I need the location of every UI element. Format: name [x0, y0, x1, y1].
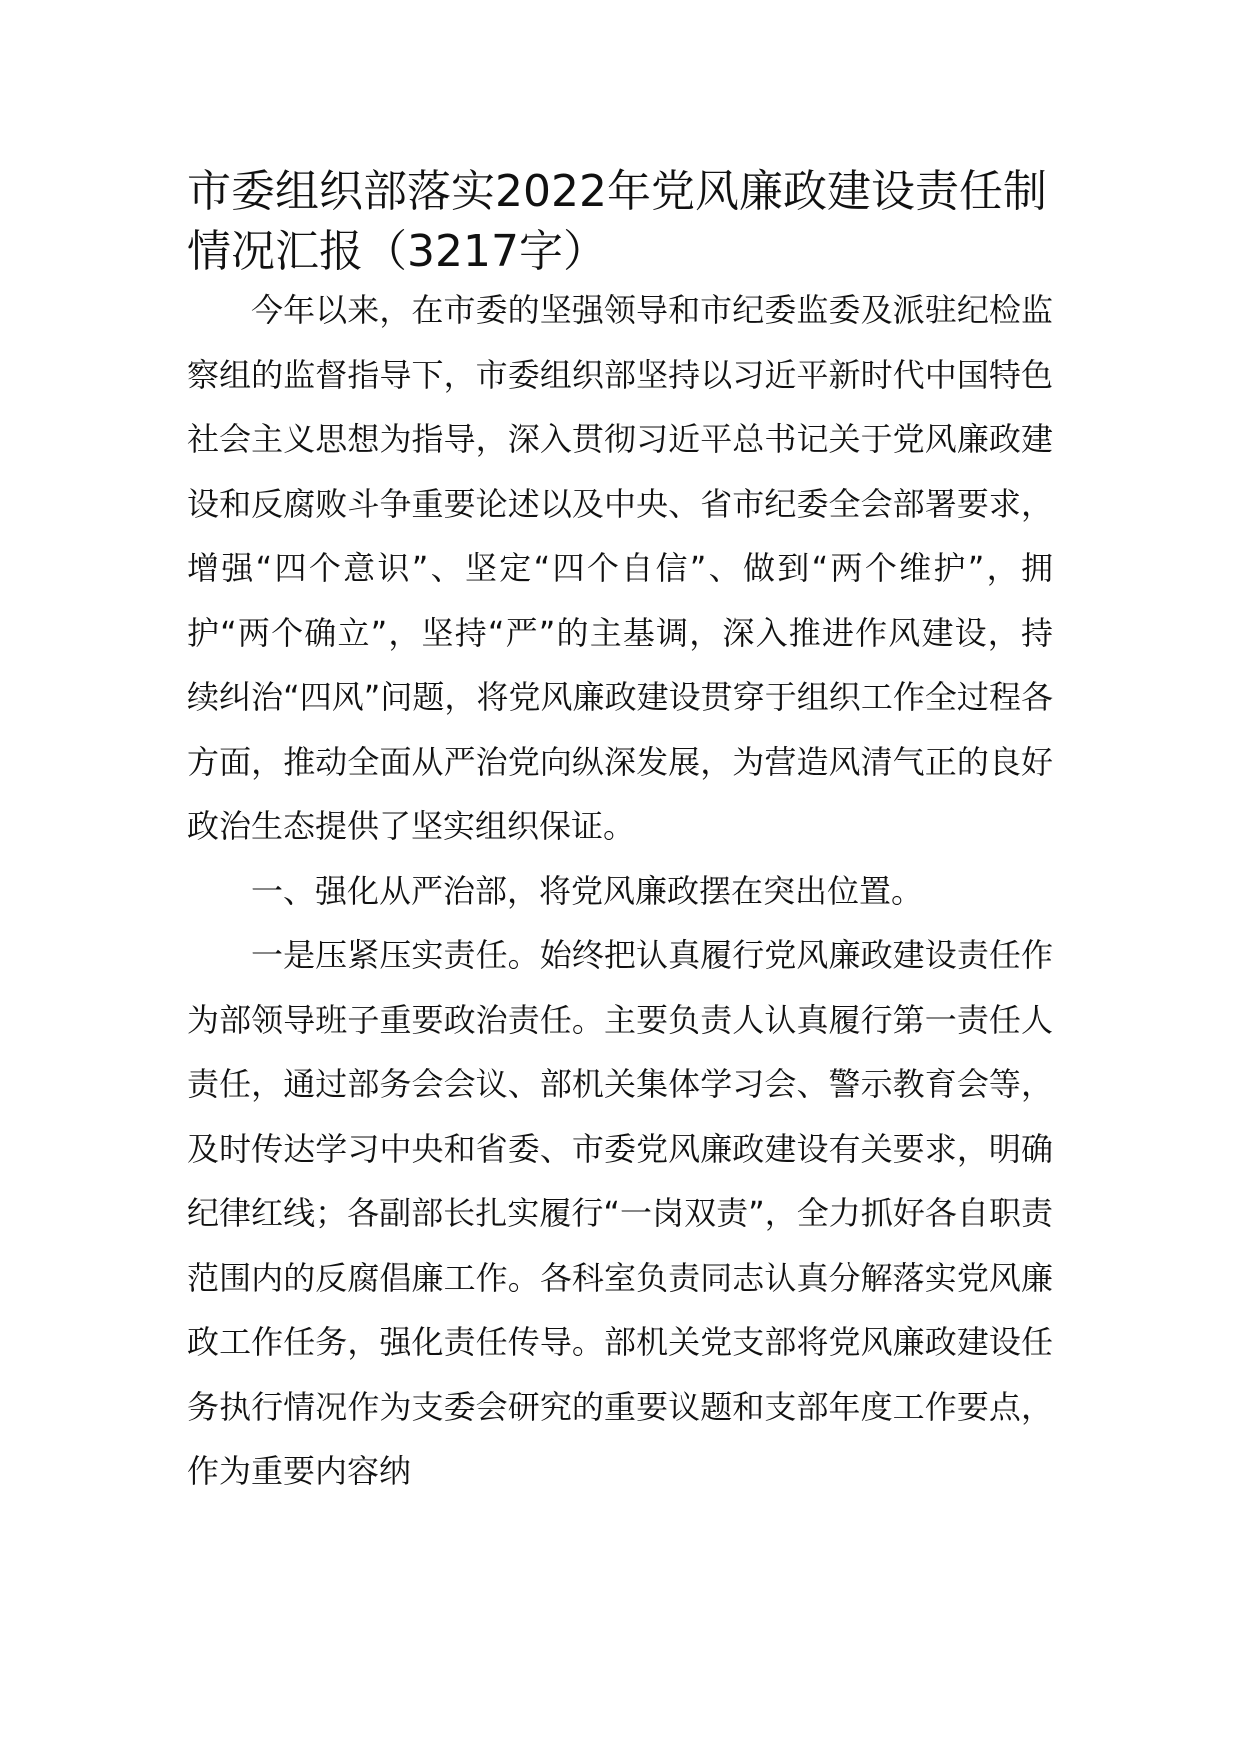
section-heading-1: 一、强化从严治部，将党风廉政摆在突出位置。 [251, 871, 924, 910]
body-paragraph: 一是压紧压实责任。始终把认真履行党风廉政建设责任作为部领导班子重要政治责任。主要负责人认真履行第一责任人责任，通过部务会会议、部机关集体学习会、警示教育会等，及时传达学习中央和省委、市委党风廉政建设有关要求，明确纪律红线；各副部长扎实履行“一岗双责”，全力抓好各自职责范围内的反腐倡廉工作。各科室负责同志认真分解落实党风廉政工作任务，强化责任传导。部机关党支部将党风廉政建设任务执行情况作为支委会研究的重要议题和支部年度工作要点，作为重要内容纳 [187, 936, 1053, 1490]
intro-paragraph: 今年以来，在市委的坚强领导和市纪委监委及派驻纪检监察组的监督指导下，市委组织部坚持以习近平新时代中国特色社会主义思想为指导，深入贯彻习近平总书记关于党风廉政建设和反腐败斗争重要论述以及中央、省市纪委全会部署要求，增强“四个意识”、坚定“四个自信”、做到“两个维护”，拥护“两个确立”，坚持“严”的主基调，深入推进作风建设，持续纠治“四风”问题，将党风廉政建设贯穿于组织工作全过程各方面，推动全面从严治党向纵深发展，为营造风清气正的良好政治生态提供了坚实组织保证。 [187, 291, 1053, 845]
document-title: 市委组织部落实2022年党风廉政建设责任制情况汇报（3217字） [187, 166, 1047, 277]
document-body [187, 278, 1053, 1504]
